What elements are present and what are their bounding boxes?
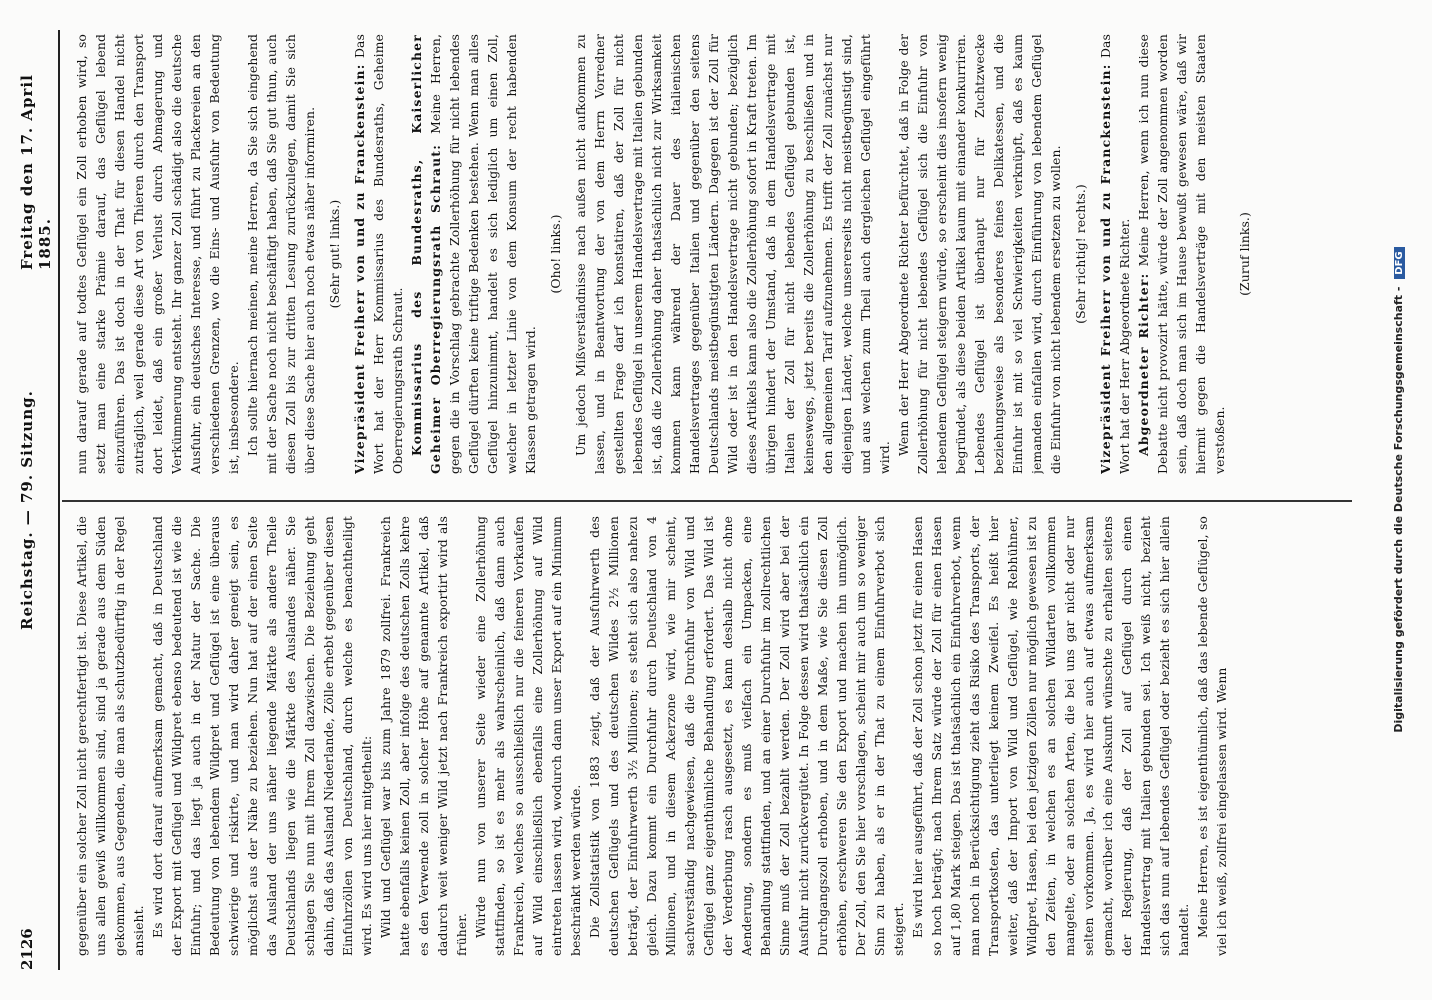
paragraph-text: gegenüber ein solcher Zoll nicht gerechtfertigt ist. Diese Artikel, die uns allen gewiß willkommen sind, sind ja gerade aus dem Süden gekommen, aus Gegenden, die man als schutzbedürftig in der Regel ansieht.: [74, 516, 146, 956]
interjection: (Sehr richtig! rechts.): [1073, 184, 1088, 324]
speaker-name: Vizepräsident Freiherr von und zu Franckenstein:: [1098, 63, 1113, 474]
speaker-name: Abgeordneter Richter:: [1136, 272, 1151, 456]
paragraph-text: nun darauf gerade auf todtes Geflügel ein Zoll erhoben wird, so setzt man eine starke Prämie darauf, das Geflügel lebend einzuführen. Das ist doch in der That für diesen Handel nicht zuträglich, weil gerade diese Art von Thieren durch den Transport dort leidet, daß ein großer Verlust durch Abmagerung und Verkümmerung entsteht. Ihr ganzer Zoll schädigt also die deutsche Ausfuhr, ein deutsches Interesse, und führt zu Plackereien an den verschiedenen Grenzen, wo die Eins- und Ausfuhr von Bedeutung ist, insbesondere.: [74, 34, 241, 474]
paragraph: [1134, 34, 1229, 474]
paragraph-text: Die Zollstatistik von 1883 zeigt, daß der Ausfuhrwerth des deutschen Geflügels und des deutschen Wildes 2½ Millionen beträgt, der Einfuhrwerth 3½ Millionen; es steht sich also nahezu gleich. Dazu kommt ein Durchfuhr durch Deutschland von 4 Millionen, und in diesem Ackerzone wird, wie mir scheint, sachverständig nachgewiesen, daß die Durchfuhr von Wild und Geflügel ganz eigenthümliche Behandlung erfordert. Das Wild ist der Verderbung rasch ausgesetzt, es kann deshalb nicht ohne Aenderung, sondern es muß vielfach ein Umpacken, eine Behandlung stattfinden, und an einer Durchfuhr im zollrechtlichen Sinne muß der Zoll bezahlt werden. Der Zoll wird aber bei der Ausfuhr nicht zurückvergütet. In Folge dessen wird thatsächlich ein Durchgangszoll erhoben, und in dem Maße, wie Sie diesen Zoll erhöhen, erschweren Sie den Export und machen ihn unmöglich. Der Zoll, den Sie hier vorschlagen, scheint mir auch um so weniger Sinn zu haben, als er in der That zu einem Einfuhrverbot sich steigert.: [587, 516, 906, 956]
interjection: (Zuruf links.): [1237, 212, 1252, 296]
paragraph-text: Meine Herren, wenn ich nun diese Debatte nicht provozirt hätte, würde der Zoll angenommen worden sein, daß doch man sich im Hause bewußt gewesen wäre, daß wir hiermit gegen die Handelsverträge mit den meisten Staaten verstoßen.: [1136, 34, 1227, 474]
paragraph: [376, 516, 471, 956]
paragraph: [72, 516, 148, 956]
paragraph-text: Es wird hier ausgeführt, daß der Zoll schon jetzt für einen Hasen so hoch beträgt; nach Ihrem Satz würde der Zoll für einen Hasen auf 1,80 Mark steigen. Das ist thatsächlich ein Einfuhrverbot, wenn man noch in Berücksichtigung zieht das Risiko des Transports, der Transportkosten, das unterliegt keinem Zweifel. Es heißt hier weiter, daß der Import von Wild und Geflügel, wie Rebhühner, Wildpret, Hasen, bei den jetzigen Zöllen nur möglich gewesen ist zu den Zeiten, in welchen es an solchen Wildarten vollkommen mangelte, oder an solchen Arten, die bei uns gar nicht oder nur selten vorkommen. Ja, es wird hier auch auf etwas aufmerksam gemacht, worüber ich eine Auskunft wünschte zu erhalten seitens der Regierung, daß der Zoll auf Geflügel durch einen Handelsvertrag mit Italien gebunden sei. Ich weiß nicht, bezieht sich das nun auf lebendes Geflügel oder bezieht es sich hier allein handelt.: [910, 516, 1191, 956]
paragraph: [407, 34, 540, 474]
interjection: (Oho! links.): [548, 214, 563, 294]
paragraph-text: Wild und Geflügel war bis zum Jahre 1879 zollfrei. Frankreich hatte ebenfalls keinen Zoll, aber infolge des deutschen Zolls kehre es den Verwende zoll in solcher Höhe auf genannte Artikel, daß dadurch weit weniger Wild jetzt nach Frankreich exportirt wird als früher.: [378, 516, 469, 956]
page-number: 2126: [18, 928, 36, 970]
paragraph-text: Ich sollte hiernach meinen, meine Herren, da Sie sich eingehend mit der Sache noch nicht beschäftigt haben, daß Sie gut thun, auch diesen Zoll bis zur dritten Lesung zurückzulegen, damit Sie sich über diese Sache hier auch noch etwas näher informiren.: [245, 34, 317, 474]
paragraph-text: Das Wort hat der Herr Abgeordnete Richter.: [1098, 34, 1132, 474]
paragraph: [585, 516, 908, 956]
paragraph-text: Würde nun von unserer Seite wieder eine Zollerhöhung stattfinden, so ist es mehr als wahrscheinlich, daß dann auch Frankreich, welches so ausschließlich nur die feineren Vorkaufen auf Wild einschließlich ebenfalls eine Zollerhöhung auf Wild eintreten lassen wird, wodurch dann unser Export auf ein Minimum beschränkt werden würde.: [473, 516, 583, 956]
column-divider: [62, 501, 1352, 503]
paragraph: [471, 516, 585, 956]
left-column: [72, 516, 1362, 956]
interjection: (Sehr gut! links.): [327, 199, 342, 309]
footer-text: Digitalisierung gefördert durch die Deutsche Forschungsgemeinschaft -: [1392, 286, 1405, 733]
header-right-title: Freitag den 17. April 1885.: [18, 74, 54, 270]
digitization-footer: [1392, 40, 1422, 940]
paragraph: [1193, 516, 1231, 956]
paragraph: [1096, 34, 1134, 474]
paragraph: [72, 34, 243, 474]
paragraph: [571, 34, 894, 474]
paragraph: [243, 34, 319, 474]
paragraph-text: Wenn der Herr Abgeordnete Richter befürchtet, daß in Folge der Zollerhöhung für nicht lebendes Geflügel sich die Einfuhr von lebendem Geflügel steigern würde, so erscheint dies insofern wenig begründet, als diese beiden Artikel kaum mit einander konkurriren. Lebendes Geflügel ist überhaupt nur für Zuchtzwecke beziehungsweise als besonderes feines Delikatessen, und die Einfuhr ist mit so viel Schwierigkeiten verknüpft, daß es kaum jemanden einfallen wird, durch Einführung von lebendem Geflügel die Einfuhr von nicht lebendem ersetzen zu wollen.: [896, 34, 1063, 474]
paragraph: [894, 34, 1065, 474]
paragraph: [908, 516, 1193, 956]
speaker-name: Kommissarius des Bundesraths, Kaiserlicher Geheimer Oberregierungsrath Schraut:: [409, 34, 443, 474]
header-rule: [58, 30, 60, 970]
paragraph-text: Es wird dort darauf aufmerksam gemacht, daß in Deutschland der Export mit Geflügel und Wildpret ebenso bedeutend ist wie die Einfuhr; und das liegt ja auch in der Natur der Sache. Die Bedeutung von lebendem Wildpret und Geflügel ist eine überaus schwierige und riskirte, und man wird daher geneigt sein, es möglichst aus der Nähe zu beziehen. Nun hat auf der einen Seite das Ausland der uns näher liegende Märkte als andere Theile Deutschlands liegen wie die Märkte des Auslandes näher. Sie schlagen Sie nun mit Ihrem Zoll dazwischen. Die Beziehung geht dahin, daß das Ausland Niederlande, Zölle erhebt gegenüber diesen Einfuhrzöllen von Deutschland, durch welche es benachtheiligt wird. Es wird uns hier mitgetheilt:: [150, 516, 374, 956]
paragraph: [350, 34, 407, 474]
paragraph-text: Meine Herren, es ist eigenthümlich, daß das lebende Geflügel, so viel ich weiß, zollfrei eingelassen wird. Wenn: [1195, 516, 1229, 956]
paragraph-text: Um jedoch Mißverständnisse nach außen nicht aufkommen zu lassen, und in Beantwortung der von dem Herrn Vorredner gestellten Frage darf ich konstatiren, daß der Zoll für nicht lebendes Geflügel in unserem Handelsvertrage mit Italien gebunden ist, daß die Zollerhöhung daher thatsächlich nicht zur Wirksamkeit kommen kann während der Dauer des italienischen Handelsvertrages gegenüber Italien und gegenüber den seitens Deutschlands meistbegünstigten Ländern. Dagegen ist der Zoll für Wild oder ist in den Handelsvertrage nicht gebunden; bezüglich dieses Artikels kann also die Zollerhöhung sofort in Kraft treten. Im übrigen hindert der Umstand, daß in dem Handelsvertrage mit Italien der Zoll für nicht lebendes Geflügel gebunden ist, keineswegs, jetzt bereits die Zollerhöhung zu beschließen und in den allgemeinen Tarif aufzunehmen. Es trifft der Zoll zunächst nur diejenigen Länder, welche unsererseits nicht meistbegünstigt sind, und aus welchen zum Theil auch dergleichen Geflügel eingeführt wird.: [573, 34, 892, 474]
page-header: [0, 20, 66, 980]
right-column: [72, 34, 1362, 474]
paragraph-text: Das Wort hat der Herr Kommissarius des Bundesraths, Geheime Oberregierungsrath Schraut.: [352, 34, 405, 474]
header-left-title: Reichstag. — 79. Sitzung.: [18, 390, 36, 630]
paragraph: [148, 516, 376, 956]
speaker-name: Vizepräsident Freiherr von und zu Franckenstein:: [352, 63, 367, 474]
paragraph-text: Meine Herren, gegen die in Vorschlag gebrachte Zollerhöhung für nicht lebendes Geflügel dürften keine triftige Bedenken bestehen. Wenn man alles Geflügel hinzunimmt, handelt es sich lediglich um einen Zoll, welcher in letzter Linie von dem Konsum der recht habenden Klassen getragen wird.: [428, 34, 538, 474]
dfg-logo: DFG: [1394, 247, 1405, 278]
